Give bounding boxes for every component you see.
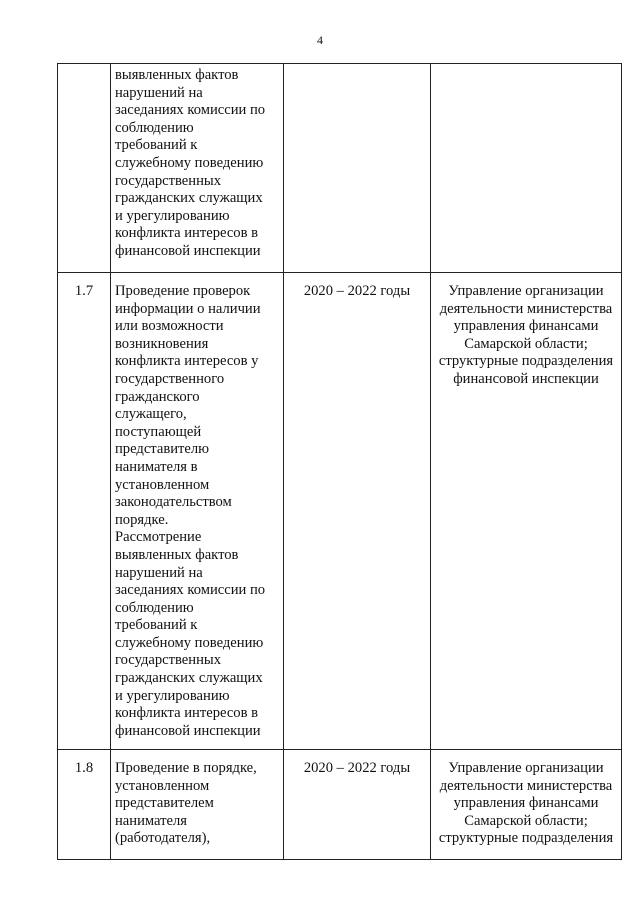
responsible-text-line: Управление организации [448,283,604,299]
activity-text-line: конфликта интересов у [115,353,259,370]
term-text: 2020 – 2022 годы [303,760,411,776]
activity-text-line: заседаниях комиссии по [115,102,266,119]
activity-text-line: и урегулированию [115,207,230,224]
activity-text-line: информации о наличии [115,300,261,317]
activity-text-line: соблюдению [115,599,194,616]
responsible-text-line: Самарской области; [464,812,588,829]
activity-text-line: выявленных фактов [115,67,239,83]
activity-text-line: выявленных фактов [115,546,239,563]
activity-text-line: Проведение в порядке, [115,760,257,776]
activity-text-line: гражданских служащих [115,670,263,687]
activity-text-line: служебному поведению [115,634,264,651]
activity-text-line: требований к [115,617,198,634]
page-number: 4 [317,33,323,47]
activity-text-line: служащего, [115,406,187,423]
responsible-cell [431,273,622,750]
activity-text-line: порядке. [115,511,169,528]
term-text: 2020 – 2022 годы [303,283,411,299]
table-row [58,273,622,750]
activity-text-line: Проведение проверок [115,283,251,299]
term-cell [284,750,431,860]
activity-cell [111,750,284,860]
item-number-cell [58,750,111,860]
activity-text-line: соблюдению [115,119,194,136]
activity-text-line: представителем [115,795,214,812]
responsible-text-line: финансовой инспекции [453,370,599,387]
activity-text-line: представителю [115,441,210,458]
activity-text-line: установленном [115,476,210,493]
activity-text-line: гражданского [115,388,200,405]
activity-text-line: нанимателя [115,812,187,829]
activity-text-line: конфликта интересов в [115,225,259,242]
activity-text-line: нарушений на [115,84,203,101]
item-number: 1.8 [74,760,94,776]
item-number: 1.7 [74,283,94,299]
activity-text-line: законодательством [115,494,232,511]
responsible-text-line: деятельности министерства [439,300,613,317]
responsible-cell [431,64,622,273]
responsible-text-line: Самарской области; [464,335,588,352]
measures-table [57,63,622,860]
table-row [58,750,622,860]
activity-cell [111,273,284,750]
activity-text-line: или возможности [115,318,224,335]
activity-text-line: гражданских служащих [115,190,263,207]
activity-text-line: Рассмотрение [115,529,202,546]
activity-text-line: и урегулированию [115,687,230,704]
activity-text-line: заседаниях комиссии по [115,582,266,599]
responsible-text-line: структурные подразделения [438,830,614,847]
activity-text-line: служебному поведению [115,154,264,171]
term-cell [284,64,431,273]
item-number-cell [58,273,111,750]
measures-table-body [58,64,622,860]
activity-cell [111,64,284,273]
responsible-cell [431,750,622,860]
item-number-cell [58,64,111,273]
activity-text-line: нарушений на [115,564,203,581]
activity-text-line: финансовой инспекции [115,242,261,259]
activity-text-line: финансовой инспекции [115,722,261,739]
term-cell [284,273,431,750]
activity-text-line: требований к [115,137,198,154]
responsible-text-line: Управление организации [448,760,604,776]
activity-text-line: государственных [115,652,222,669]
responsible-text-line: управления финансами [453,795,599,812]
activity-text-line: возникновения [115,335,209,352]
responsible-text-line: деятельности министерства [439,777,613,794]
activity-text-line: государственных [115,172,222,189]
activity-text-line: поступающей [115,423,202,440]
activity-text-line: (работодателя), [115,830,211,847]
responsible-text-line: структурные подразделения [438,353,614,370]
activity-text-line: государственного [115,370,225,387]
activity-text-line: установленном [115,777,210,794]
activity-text-line: конфликта интересов в [115,705,259,722]
table-row [58,64,622,273]
activity-text-line: нанимателя в [115,458,198,475]
responsible-text-line: управления финансами [453,318,599,335]
